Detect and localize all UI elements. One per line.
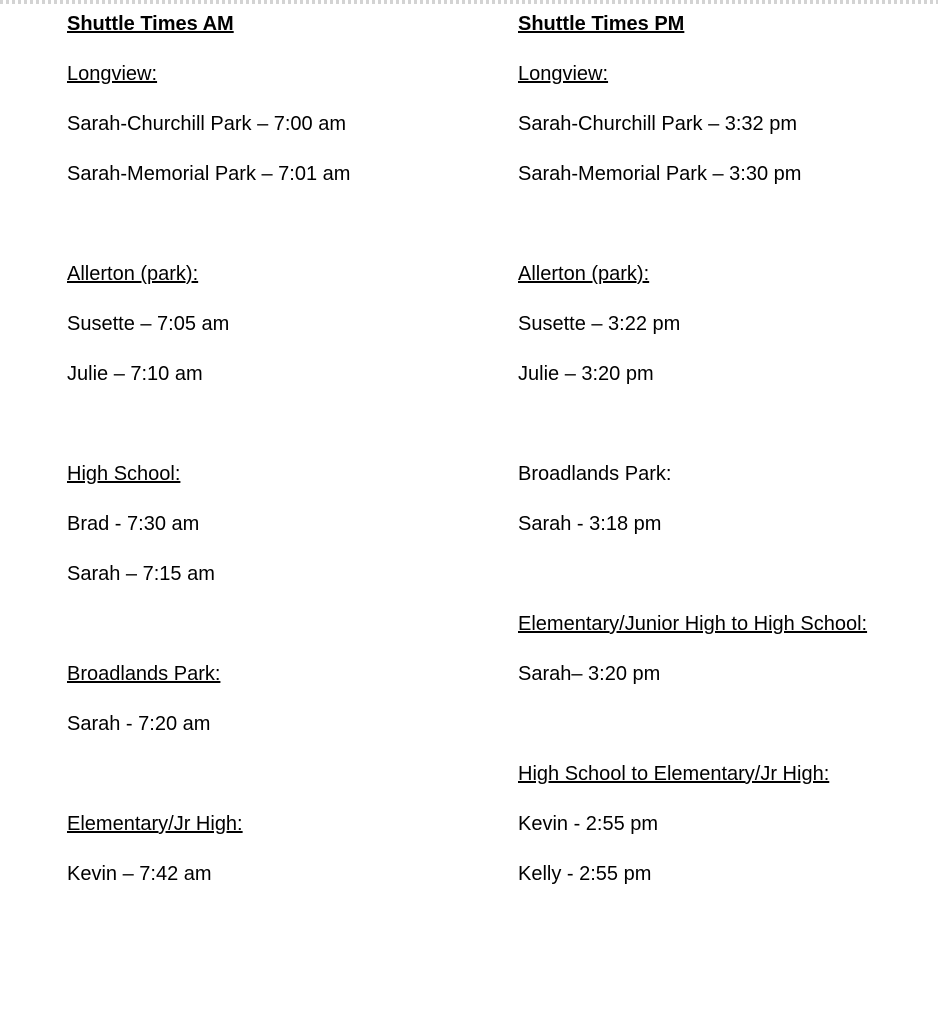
pm-elem-to-hs-heading: Elementary/Junior High to High School: [518,613,868,635]
pm-allerton-heading: Allerton (park): [518,263,650,285]
pm-hs-to-elem-entry: Kelly - 2:55 pm [518,863,652,885]
pm-longview-entry: Sarah-Memorial Park – 3:30 pm [518,163,802,185]
am-title: Shuttle Times AM [67,13,234,35]
pm-hs-to-elem-entry: Kevin - 2:55 pm [518,813,659,835]
pm-longview-heading: Longview: [518,63,609,85]
am-high-school-entry: Brad - 7:30 am [67,513,200,535]
pm-hs-to-elem-heading: High School to Elementary/Jr High: [518,763,830,785]
am-high-school-heading: High School: [67,463,181,485]
am-elementary-heading: Elementary/Jr High: [67,813,243,835]
pm-title: Shuttle Times PM [518,13,685,35]
am-allerton-heading: Allerton (park): [67,263,199,285]
page-top-border [0,0,938,4]
am-longview-entry: Sarah-Memorial Park – 7:01 am [67,163,351,185]
pm-broadlands-entry: Sarah - 3:18 pm [518,513,662,535]
pm-allerton-entry: Susette – 3:22 pm [518,313,681,335]
am-high-school-entry: Sarah – 7:15 am [67,563,215,585]
am-longview-heading: Longview: [67,63,158,85]
pm-elem-to-hs-entry: Sarah– 3:20 pm [518,663,661,685]
am-broadlands-entry: Sarah - 7:20 am [67,713,211,735]
pm-broadlands-heading: Broadlands Park: [518,463,672,485]
am-elementary-entry: Kevin – 7:42 am [67,863,212,885]
pm-allerton-entry: Julie – 3:20 pm [518,363,654,385]
am-allerton-entry: Susette – 7:05 am [67,313,230,335]
pm-longview-entry: Sarah-Churchill Park – 3:32 pm [518,113,798,135]
am-longview-entry: Sarah-Churchill Park – 7:00 am [67,113,347,135]
am-broadlands-heading: Broadlands Park: [67,663,221,685]
am-allerton-entry: Julie – 7:10 am [67,363,203,385]
